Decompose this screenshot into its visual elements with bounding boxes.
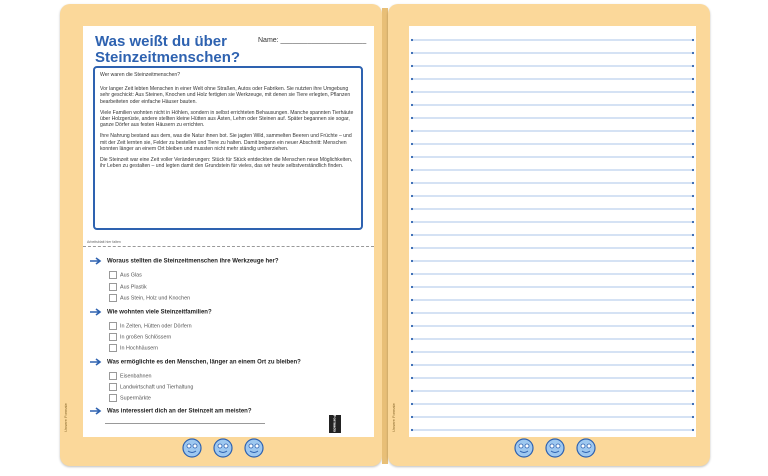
arrow-icon [89, 358, 103, 366]
question-3 [89, 358, 301, 366]
line-dot [411, 364, 413, 366]
line-dot [411, 208, 413, 210]
line-dot [692, 52, 694, 54]
question-text: Was ermöglichte es den Menschen, länger an einem Ort zu bleiben? [107, 359, 301, 366]
line-dot [411, 195, 413, 197]
line-dot [411, 247, 413, 249]
line-dot [411, 377, 413, 379]
line-dot [411, 416, 413, 418]
answer-option[interactable] [109, 322, 192, 330]
line-dot [411, 312, 413, 314]
cut-line [83, 246, 374, 247]
answer-option[interactable] [109, 394, 151, 402]
line-dot [692, 390, 694, 392]
option-label: Eisenbahnen [120, 373, 152, 380]
line-dot [411, 338, 413, 340]
option-label: In Hochhäusern [120, 345, 159, 352]
line-dot [411, 390, 413, 392]
checkbox[interactable] [109, 333, 117, 341]
smiley-face-icon [513, 437, 535, 459]
line-dot [692, 364, 694, 366]
line-dot [411, 299, 413, 301]
option-label: Supermärkte [120, 395, 151, 402]
paragraph: Ihre Nahrung bestand aus dem, was die Natur ihnen bot. Sie jagten Wild, sammelten Beeren und Früchte – und mit der Zeit lernten sie, Felder zu bestellen und Tiere zu halten. Damit begann ein neuer Abschnitt: Menschen konnten länger an einem Ort bleiben und mussten nicht mehr ständig umherziehen. [100, 133, 352, 152]
name-field[interactable]: Name: ______________________ [258, 37, 367, 44]
line-dot [411, 52, 413, 54]
line-dot [411, 429, 413, 431]
option-label: In Zelten, Hütten oder Dörfern [120, 323, 192, 330]
line-dot [411, 286, 413, 288]
line-dot [692, 221, 694, 223]
line-dot [692, 117, 694, 119]
line-dot [692, 351, 694, 353]
line-dot [692, 338, 694, 340]
ruled-lines [409, 26, 696, 437]
option-label: Aus Plastik [120, 284, 147, 291]
publisher-logo: Formado [329, 415, 341, 433]
line-dot [692, 325, 694, 327]
checkbox[interactable] [109, 383, 117, 391]
line-dot [411, 156, 413, 158]
line-dot [411, 130, 413, 132]
answer-option[interactable] [109, 344, 158, 352]
checkbox[interactable] [109, 394, 117, 402]
line-dot [411, 182, 413, 184]
line-dot [692, 39, 694, 41]
line-dot [411, 325, 413, 327]
credit-left: Unsere Formate [63, 403, 68, 432]
line-dot [692, 234, 694, 236]
line-dot [411, 117, 413, 119]
line-dot [411, 234, 413, 236]
line-dot [411, 104, 413, 106]
answer-option[interactable] [109, 333, 171, 341]
line-dot [692, 156, 694, 158]
checkbox[interactable] [109, 344, 117, 352]
line-dot [692, 377, 694, 379]
line-dot [411, 78, 413, 80]
question-4 [89, 407, 252, 415]
line-dot [692, 247, 694, 249]
line-dot [692, 286, 694, 288]
smiley-face-icon [181, 437, 203, 459]
line-dot [692, 208, 694, 210]
arrow-icon [89, 407, 103, 415]
line-dot [411, 39, 413, 41]
text-question: Wer waren die Steinzeitmenschen? [100, 72, 181, 78]
lined-paper-page [409, 26, 696, 437]
line-dot [692, 182, 694, 184]
line-dot [692, 78, 694, 80]
line-dot [692, 195, 694, 197]
line-dot [411, 273, 413, 275]
answer-option[interactable] [109, 271, 142, 279]
answer-option[interactable] [109, 383, 193, 391]
line-dot [692, 403, 694, 405]
question-text: Wie wohnten viele Steinzeitfamilien? [107, 309, 212, 316]
line-dot [692, 169, 694, 171]
line-dot [692, 429, 694, 431]
option-label: Landwirtschaft und Tierhaltung [120, 384, 194, 391]
line-dot [411, 260, 413, 262]
checkbox[interactable] [109, 372, 117, 380]
smiley-face-icon [575, 437, 597, 459]
worksheet-title: Was weißt du über Steinzeitmenschen? [95, 33, 241, 66]
line-dot [692, 273, 694, 275]
answer-option[interactable] [109, 283, 147, 291]
arrow-icon [89, 257, 103, 265]
line-dot [692, 260, 694, 262]
option-label: In großen Schlössern [120, 334, 172, 341]
checkbox[interactable] [109, 271, 117, 279]
line-dot [411, 221, 413, 223]
smiley-face-icon [544, 437, 566, 459]
line-dot [692, 130, 694, 132]
line-dot [692, 65, 694, 67]
line-dot [411, 403, 413, 405]
line-dot [692, 143, 694, 145]
question-text: Was interessiert dich an der Steinzeit am meisten? [107, 408, 252, 415]
line-dot [692, 312, 694, 314]
line-dot [411, 91, 413, 93]
face-group-right [513, 437, 597, 459]
worksheet-page [83, 26, 374, 437]
line-dot [411, 65, 413, 67]
checkbox[interactable] [109, 283, 117, 291]
line-dot [411, 143, 413, 145]
option-label: Aus Glas [120, 272, 142, 279]
credit-right: Unsere Formate [391, 403, 396, 432]
line-dot [692, 91, 694, 93]
line-dot [411, 169, 413, 171]
smiley-face-icon [243, 437, 265, 459]
reading-text-box [93, 66, 363, 230]
question-1 [89, 257, 279, 265]
paragraph: Vor langer Zeit lebten Menschen in einer Welt ohne Straßen, Autos oder Fabriken. Sie nutzten ihre Umgebung sehr geschickt: Aus Steinen, Knochen und Holz fertigten sie Werkzeuge, mit denen sie Tiere erlegten, Pflanzen bearbeiteten oder einfache Häuser bauten. [100, 86, 351, 105]
cut-label: Arbeitsblatt hier falten [87, 240, 121, 244]
line-dot [692, 104, 694, 106]
line-dot [411, 351, 413, 353]
checkbox[interactable] [109, 322, 117, 330]
line-dot [692, 299, 694, 301]
face-group-left [181, 437, 265, 459]
paragraph: Die Steinzeit war eine Zeit voller Veränderungen: Stück für Stück entdeckten die Menschen neue Möglichkeiten, ihr Leben zu gestalten – und legten damit den Grundstein für vieles, das wir heute selbstverständlich finden. [100, 157, 353, 170]
answer-option[interactable] [109, 294, 190, 302]
paragraph: Viele Familien wohnten nicht in Höhlen, sondern in selbst errichteten Behausungen. Manche spannten Tierhäute über Holzgerüste, andere stellten kleine Hütten aus Ästen, Lehm oder Steinen auf. Später begannen sie sogar, ganze Dörfer aus festen Häusern zu errichten. [100, 109, 354, 129]
option-label: Aus Stein, Holz und Knochen [120, 295, 191, 302]
smiley-face-icon [212, 437, 234, 459]
question-2 [89, 308, 212, 316]
line-dot [692, 416, 694, 418]
arrow-icon [89, 308, 103, 316]
checkbox[interactable] [109, 294, 117, 302]
answer-option[interactable] [109, 372, 151, 380]
answer-line[interactable] [105, 423, 265, 424]
question-text: Woraus stellten die Steinzeitmenschen ihre Werkzeuge her? [107, 258, 279, 265]
